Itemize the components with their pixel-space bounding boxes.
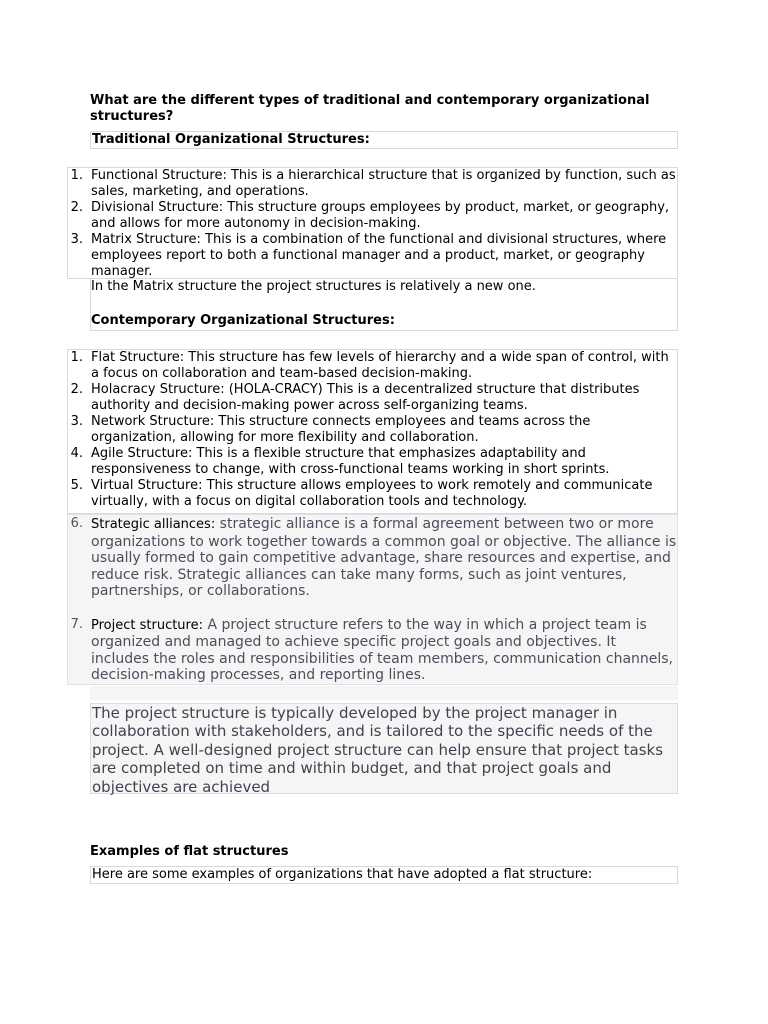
- list-item: 2. Holacracy Structure: (HOLA-CRACY) This is a decentralized structure that distributes authority and decision-making power across self-organizing teams.: [70, 382, 640, 413]
- list-item: 2. Divisional Structure: This structure groups employees by product, market, or geography, and allows for more autonomy in decision-making.: [70, 200, 670, 231]
- list-item: 6. Strategic alliances: strategic alliance is a formal agreement between two or more organizations to work together towards a common goal or objective. The alliance is usually formed to gain competitive advantage, share resources and expertise, and reduce risk. Strategic alliances can take many forms, such as joint ventures, partnerships, or collaborations.: [70, 516, 677, 599]
- list-item: 3. Matrix Structure: This is a combination of the functional and divisional structures, where employees report to both a functional manager and a product, market, or geography manager.: [70, 232, 667, 279]
- matrix-note-box: [90, 279, 678, 331]
- list-item: 7. Project structure: A project structure refers to the way in which a project team is organized and managed to achieve specific project goals and objectives. It includes the roles and responsibilities of team members, communication channels, decision-making processes, and reporting lines.: [70, 616, 674, 683]
- list-item: 4. Agile Structure: This is a flexible structure that emphasizes adaptability and responsiveness to change, with cross-functional teams working in short sprints.: [70, 446, 610, 477]
- summary-paragraph: The project structure is typically developed by the project manager in collaboration with stakeholders, and is tailored to the specific needs of the project. A well-designed project structure can help ensure that project tasks are completed on time and within budget, and that project goals and objectives are achieved: [90, 703, 678, 794]
- list-item: 1. Flat Structure: This structure has few levels of hierarchy and a wide span of control, with a focus on collaboration and team-based decision-making.: [70, 350, 669, 381]
- extra-items-block: [67, 514, 678, 685]
- flat-examples-heading: Examples of flat structures: [90, 844, 289, 859]
- list-item: 1. Functional Structure: This is a hierarchical structure that is organized by function, such as sales, marketing, and operations.: [70, 168, 676, 199]
- extra-items-list: [68, 516, 677, 684]
- contemporary-list: [67, 349, 678, 514]
- spacer-band: [90, 686, 678, 700]
- list-item: 3. Network Structure: This structure connects employees and teams across the organization, allowing for more flexibility and collaboration.: [70, 414, 591, 445]
- contemporary-heading: Contemporary Organizational Structures:: [91, 313, 395, 328]
- traditional-heading: Traditional Organizational Structures:: [90, 131, 678, 149]
- flat-examples-intro: Here are some examples of organizations that have adopted a flat structure:: [90, 866, 678, 884]
- matrix-note: In the Matrix structure the project structures is relatively a new one.: [91, 279, 536, 294]
- question-title: What are the different types of traditional and contemporary organizational structures?: [90, 93, 650, 124]
- traditional-list: [67, 167, 678, 279]
- list-item: 5. Virtual Structure: This structure allows employees to work remotely and communicate virtually, with a focus on digital collaboration tools and technology.: [70, 478, 653, 509]
